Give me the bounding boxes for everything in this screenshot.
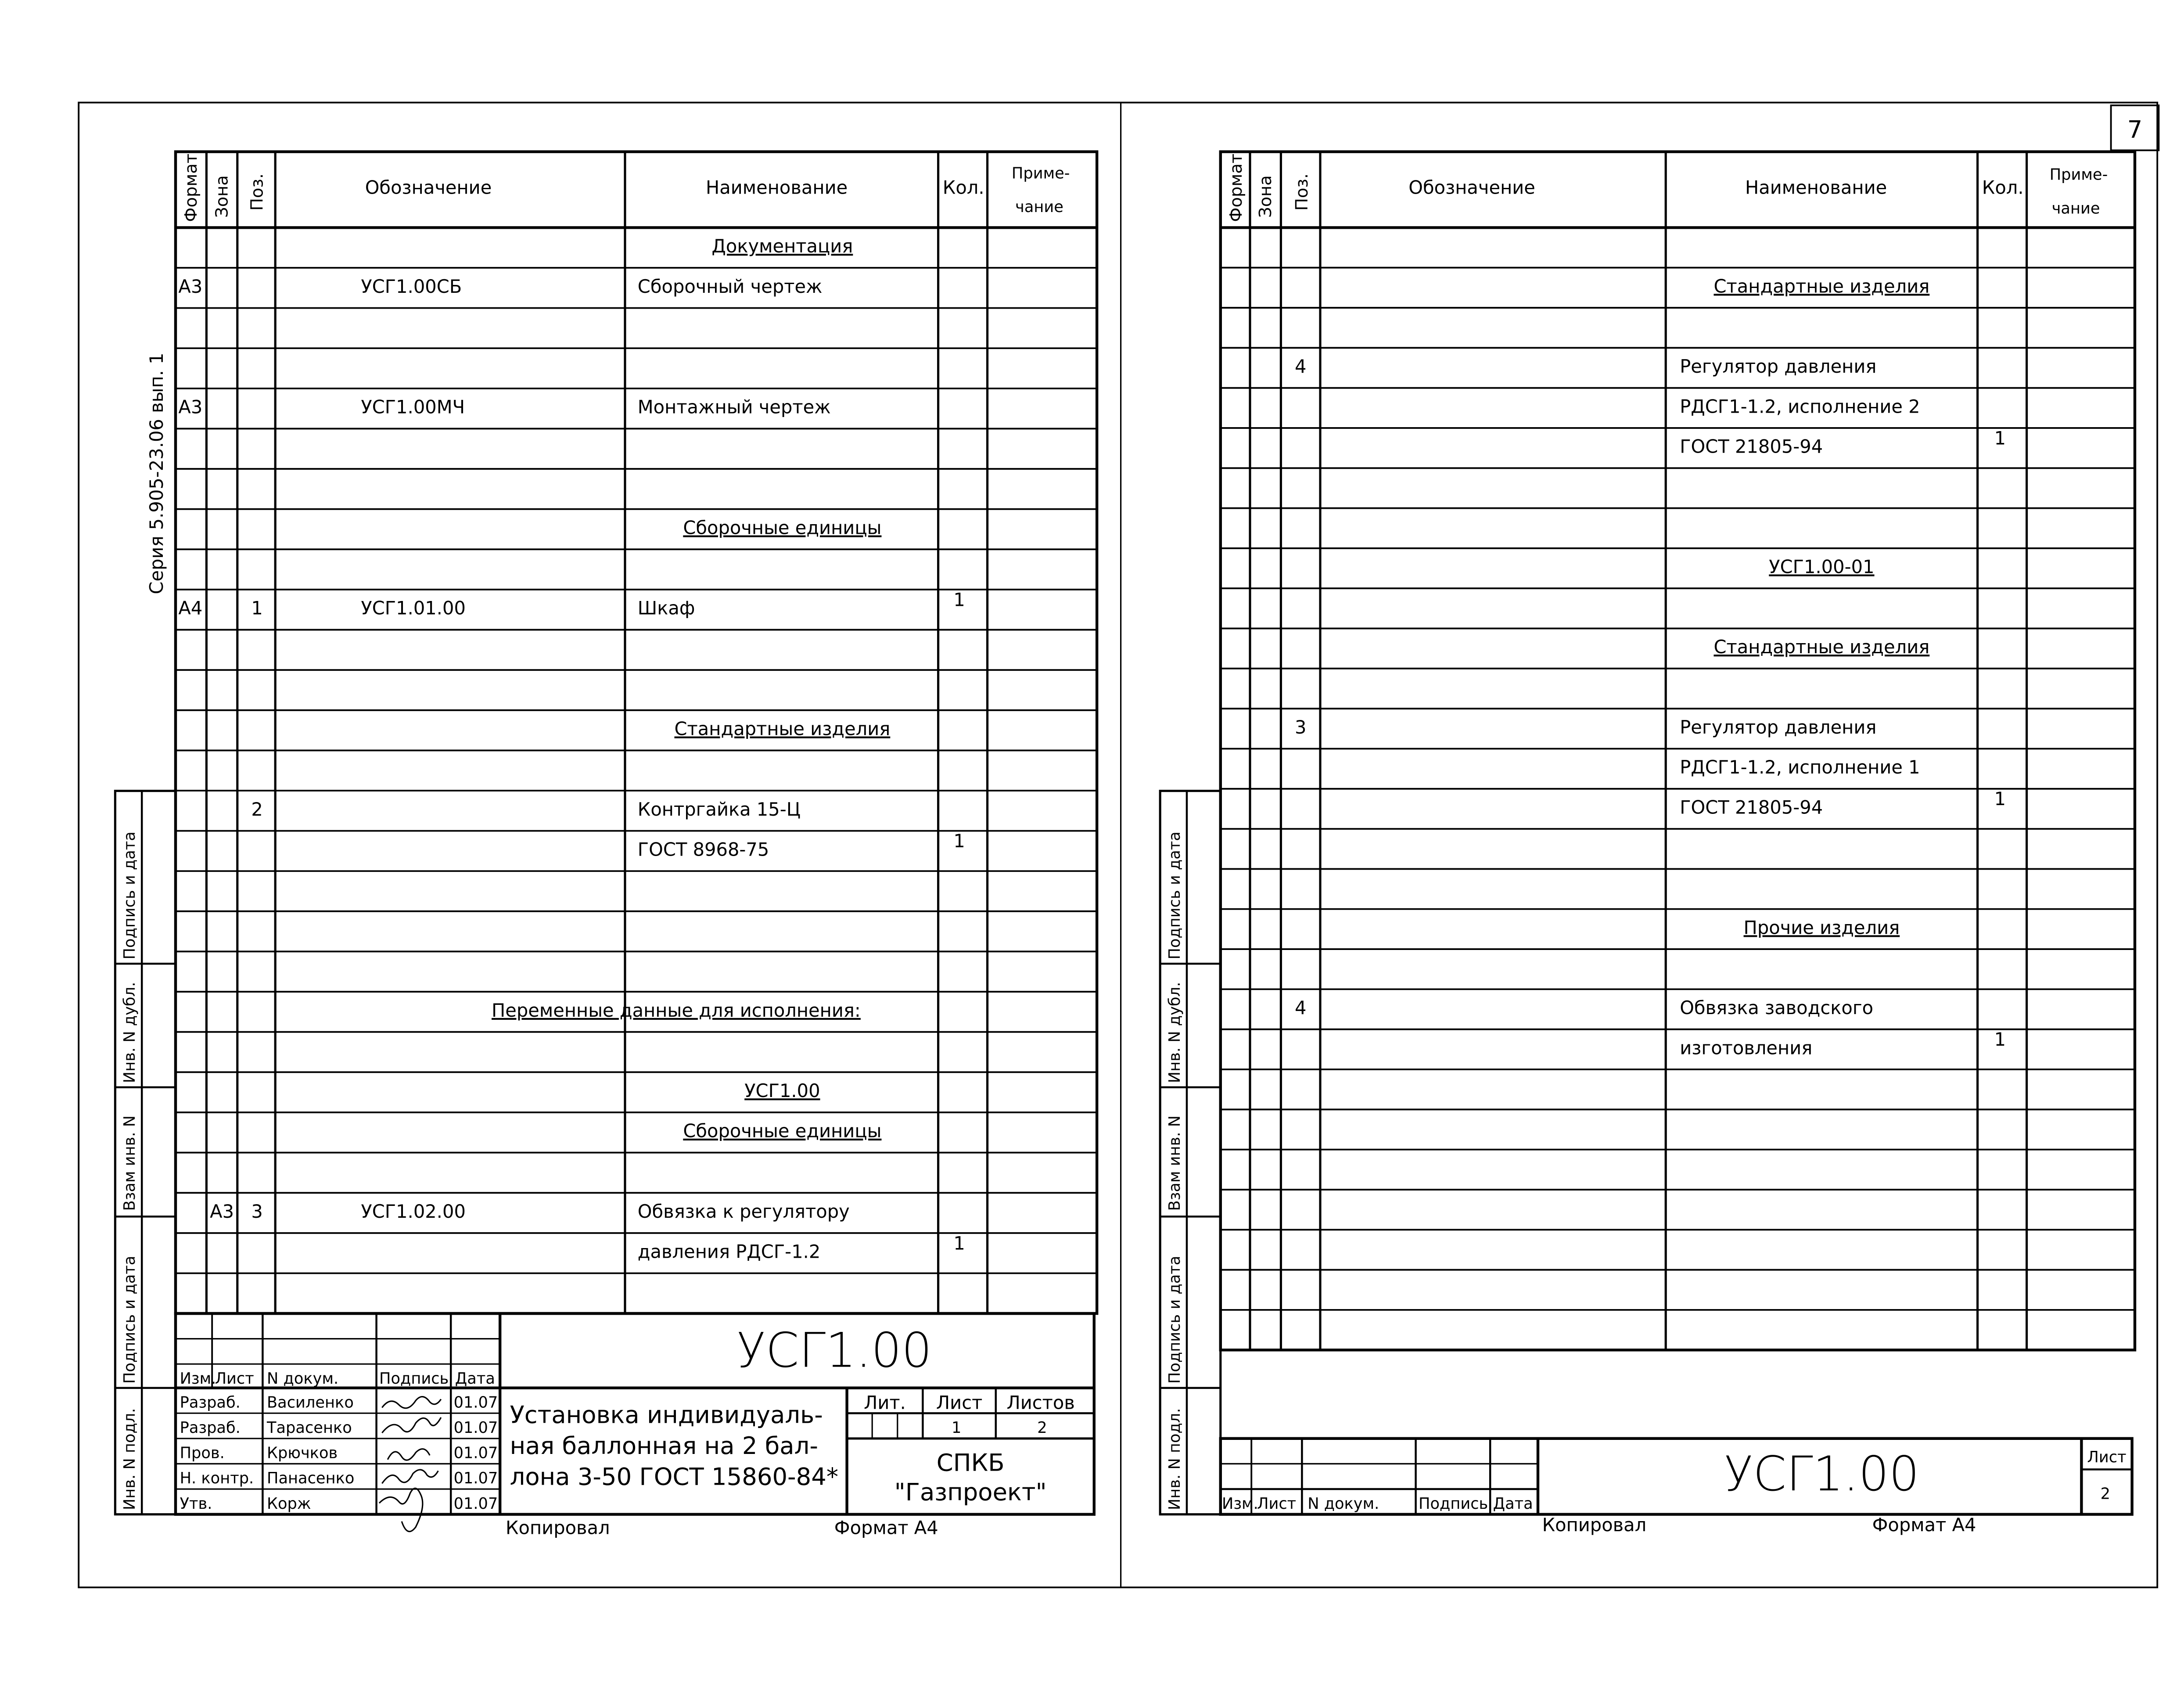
- row-position: 1: [251, 597, 263, 619]
- title-line-3: лона 3-50 ГОСТ 15860-84*: [510, 1463, 839, 1491]
- section-heading: Стандартные изделия: [1713, 275, 1930, 297]
- r-header-format: Формат: [1226, 153, 1246, 222]
- row-position: 3: [1294, 716, 1307, 738]
- row-name: Обвязка заводского: [1680, 997, 1874, 1018]
- row-quantity: 1: [953, 1232, 965, 1254]
- r-list-value: 2: [2100, 1485, 2110, 1503]
- person-date: 01.07: [453, 1494, 498, 1513]
- r-margin-vzam-inv: Взам инв. N: [1166, 1115, 1184, 1211]
- person-role: Разраб.: [180, 1393, 241, 1412]
- r-col-list: Лист: [1257, 1494, 1297, 1513]
- r-header-pos: Поз.: [1292, 173, 1312, 211]
- row-designation: УСГ1.01.00: [361, 597, 466, 619]
- row-position: 4: [1294, 997, 1307, 1018]
- r-margin-podpis-data-2: Подпись и дата: [1166, 1256, 1184, 1384]
- header-qty: Кол.: [942, 176, 984, 198]
- person-name: Панасенко: [267, 1469, 355, 1488]
- right-table-frame: [1221, 152, 2135, 1350]
- r-header-zone: Зона: [1256, 175, 1275, 218]
- left-doc-code: УСГ1.00: [736, 1322, 932, 1378]
- row-format: А4: [178, 597, 203, 619]
- person-role: Н. контр.: [180, 1469, 254, 1488]
- lit-label: Лит.: [864, 1392, 906, 1414]
- col-podpis: Подпись: [379, 1370, 449, 1388]
- section-heading: УСГ1.00: [744, 1080, 820, 1102]
- r-list-label: Лист: [2087, 1448, 2127, 1467]
- row-name: Регулятор давления: [1680, 716, 1877, 738]
- r-header-designation: Обозначение: [1408, 176, 1535, 198]
- row-name: ГОСТ 21805-94: [1680, 435, 1823, 457]
- page-number: 7: [2127, 115, 2143, 144]
- col-data: Дата: [455, 1370, 495, 1388]
- header-note-line1: Приме-: [1011, 164, 1070, 183]
- section-heading: Сборочные единицы: [683, 517, 882, 539]
- row-name: Шкаф: [637, 597, 695, 619]
- margin-vzam-inv: Взам инв. N: [121, 1115, 139, 1211]
- r-col-podpis: Подпись: [1419, 1494, 1488, 1513]
- person-name: Василенко: [267, 1393, 354, 1412]
- margin-podpis-data-1: Подпись и дата: [121, 831, 139, 960]
- header-zone: Зона: [212, 175, 232, 218]
- col-izm: Изм.: [180, 1370, 216, 1388]
- r-header-note-line2: чание: [2051, 199, 2100, 218]
- r-header-name: Наименование: [1745, 176, 1887, 198]
- row-name: РДСГ1-1.2, исполнение 1: [1680, 756, 1920, 778]
- r-col-izm: Изм.: [1222, 1494, 1258, 1513]
- header-format: Формат: [181, 153, 201, 222]
- right-sheet: [1160, 152, 2135, 1536]
- row-name: РДСГ1-1.2, исполнение 2: [1680, 396, 1920, 417]
- series-label: Серия 5.905-23.06 вып. 1: [146, 353, 168, 594]
- row-quantity: 1: [1994, 788, 2006, 810]
- person-role: Пров.: [180, 1444, 225, 1462]
- row-position: 2: [251, 798, 263, 820]
- title-line-1: Установка индивидуаль-: [510, 1401, 823, 1429]
- signature-4: [382, 1470, 438, 1483]
- row-zone: А3: [210, 1200, 234, 1222]
- col-list: Лист: [215, 1370, 254, 1388]
- header-pos: Поз.: [247, 173, 267, 211]
- signature-1: [382, 1397, 441, 1408]
- listov-label: Листов: [1006, 1392, 1075, 1414]
- section-heading: Стандартные изделия: [674, 718, 891, 740]
- listov-value: 2: [1037, 1419, 1047, 1437]
- list-label: Лист: [936, 1392, 983, 1414]
- r-header-qty: Кол.: [1982, 176, 2024, 198]
- right-format: Формат А4: [1872, 1514, 1976, 1536]
- left-copied: Копировал: [506, 1517, 610, 1539]
- row-name: ГОСТ 8968-75: [637, 838, 769, 860]
- row-quantity: 1: [953, 589, 965, 611]
- r-margin-inv-podl: Инв. N подл.: [1166, 1408, 1184, 1510]
- row-position: 3: [251, 1200, 263, 1222]
- person-role: Разраб.: [180, 1419, 241, 1437]
- signature-3: [388, 1449, 430, 1461]
- r-margin-inv-dubl: Инв. N дубл.: [1166, 982, 1184, 1083]
- row-format: А3: [178, 396, 203, 418]
- row-designation: УСГ1.00СБ: [361, 275, 462, 297]
- person-name: Тарасенко: [267, 1419, 352, 1437]
- header-designation: Обозначение: [365, 176, 492, 198]
- section-heading: Переменные данные для исполнения:: [492, 999, 861, 1021]
- col-ndok: N докум.: [267, 1370, 339, 1388]
- row-quantity: 1: [953, 830, 965, 852]
- signature-2: [382, 1418, 441, 1433]
- row-name: Сборочный чертеж: [637, 275, 823, 297]
- person-date: 01.07: [453, 1419, 498, 1437]
- person-date: 01.07: [453, 1393, 498, 1412]
- person-role: Утв.: [180, 1494, 212, 1513]
- r-header-note-line1: Приме-: [2049, 166, 2108, 184]
- person-date: 01.07: [453, 1469, 498, 1488]
- row-name: Монтажный чертеж: [637, 396, 831, 418]
- margin-inv-dubl: Инв. N дубл.: [121, 982, 139, 1083]
- list-value: 1: [952, 1419, 962, 1437]
- person-date: 01.07: [453, 1444, 498, 1462]
- row-format: А3: [178, 275, 203, 297]
- r-col-data: Дата: [1493, 1494, 1533, 1513]
- header-note-line2: чание: [1015, 198, 1063, 216]
- row-name: Обвязка к регулятору: [637, 1200, 850, 1222]
- row-designation: УСГ1.00МЧ: [361, 396, 465, 418]
- row-name: Контргайка 15-Ц: [637, 798, 801, 820]
- right-doc-code: УСГ1.00: [1724, 1446, 1919, 1502]
- row-quantity: 1: [1994, 1029, 2006, 1051]
- header-name: Наименование: [705, 176, 848, 198]
- left-table-frame: [176, 152, 1097, 1313]
- org-line-1: СПКБ: [936, 1449, 1005, 1477]
- section-heading: Прочие изделия: [1743, 917, 1900, 939]
- row-name: давления РДСГ-1.2: [637, 1241, 821, 1263]
- person-name: Крючков: [267, 1444, 338, 1462]
- row-name: ГОСТ 21805-94: [1680, 796, 1823, 818]
- section-heading: Документация: [711, 235, 853, 257]
- row-position: 4: [1294, 355, 1307, 377]
- row-name: Регулятор давления: [1680, 355, 1877, 377]
- section-heading: Стандартные изделия: [1713, 636, 1930, 658]
- margin-inv-podl: Инв. N подл.: [121, 1408, 139, 1510]
- right-copied: Копировал: [1542, 1514, 1647, 1536]
- left-sheet: [115, 152, 1097, 1539]
- section-heading: УСГ1.00-01: [1769, 556, 1875, 578]
- r-margin-podpis-data-1: Подпись и дата: [1166, 831, 1184, 960]
- row-name: изготовления: [1680, 1037, 1813, 1059]
- signature-5: [379, 1488, 423, 1531]
- margin-podpis-data-2: Подпись и дата: [121, 1256, 139, 1384]
- row-quantity: 1: [1994, 427, 2006, 449]
- left-format: Формат А4: [834, 1517, 938, 1539]
- row-designation: УСГ1.02.00: [361, 1200, 466, 1222]
- title-line-2: ная баллонная на 2 бал-: [510, 1432, 818, 1460]
- section-heading: Сборочные единицы: [683, 1120, 882, 1142]
- r-col-ndok: N докум.: [1308, 1494, 1379, 1513]
- org-line-2: "Газпроект": [894, 1478, 1047, 1506]
- person-name: Корж: [267, 1494, 311, 1513]
